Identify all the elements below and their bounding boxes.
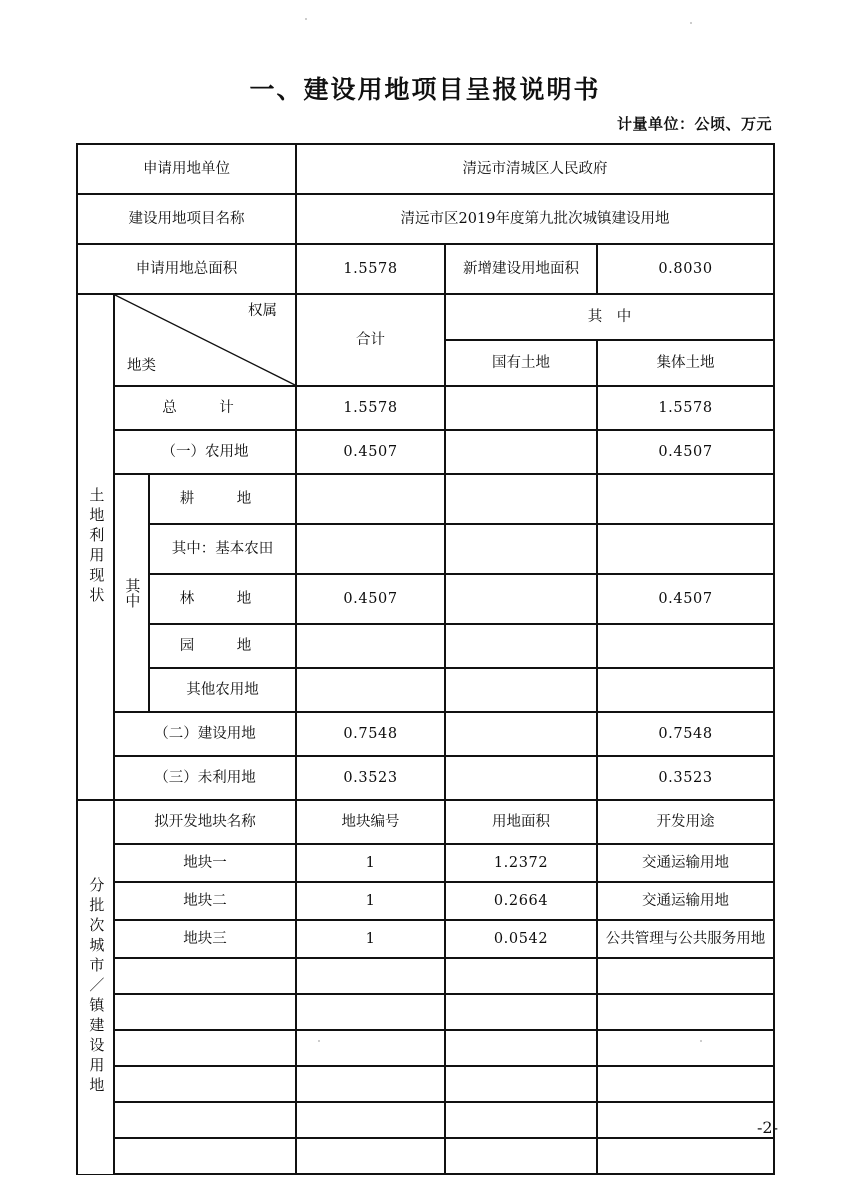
parcel-area (445, 994, 597, 1030)
parcel-name (114, 1138, 296, 1174)
landuse-row-total: 0.4507 (296, 430, 445, 474)
landuse-row-state (445, 574, 597, 624)
measure-unit-note: 计量单位：公顷、万元 (616, 115, 772, 133)
table-row-landuse-1 (77, 430, 774, 474)
parcel-name: 地块二 (114, 882, 296, 920)
total-area-value: 1.5578 (296, 244, 445, 294)
parcel-use (597, 1138, 774, 1174)
col-header-group: 其 中 (445, 294, 774, 340)
table-row-landuse-3 (77, 524, 774, 574)
landuse-row-state (445, 474, 597, 524)
landuse-row-label: （一）农用地 (114, 430, 296, 474)
table-row-parcels-header (77, 800, 774, 844)
landuse-row-total: 1.5578 (296, 386, 445, 430)
table-row-landuse-2 (77, 474, 774, 524)
landuse-row-label: 园 地 (149, 624, 296, 668)
parcel-no (296, 1138, 445, 1174)
parcel-no (296, 994, 445, 1030)
table-row-parcel-7 (77, 1102, 774, 1138)
parcel-area (445, 958, 597, 994)
parcel-name (114, 1030, 296, 1066)
parcel-no (296, 1102, 445, 1138)
landuse-sub-label: 其中 (114, 474, 149, 712)
landuse-row-label: 其中：基本农田 (149, 524, 296, 574)
landuse-row-total: 0.3523 (296, 756, 445, 800)
table-row-landuse-0 (77, 386, 774, 430)
table-row-landuse-8 (77, 756, 774, 800)
landuse-row-state (445, 430, 597, 474)
parcels-col-area: 用地面积 (445, 800, 597, 844)
landuse-row-total (296, 668, 445, 712)
table-row-parcel-6 (77, 1066, 774, 1102)
table-row-landuse-6 (77, 668, 774, 712)
landuse-diagonal-header (114, 294, 296, 386)
parcel-use (597, 1066, 774, 1102)
col-header-collective-land: 集体土地 (597, 340, 774, 386)
project-report-table (76, 143, 775, 1175)
parcel-area (445, 1138, 597, 1174)
landuse-row-collective: 1.5578 (597, 386, 774, 430)
landuse-section-label: 土地利用现状 (77, 294, 114, 800)
parcel-no: 1 (296, 882, 445, 920)
parcel-use: 交通运输用地 (597, 882, 774, 920)
parcels-col-no: 地块编号 (296, 800, 445, 844)
parcel-use (597, 1030, 774, 1066)
parcel-use: 公共管理与公共服务用地 (597, 920, 774, 958)
table-row-applicant (77, 144, 774, 194)
table-row-landuse-5 (77, 624, 774, 668)
landuse-row-label: 林 地 (149, 574, 296, 624)
applicant-label: 申请用地单位 (77, 144, 296, 194)
landuse-row-state (445, 712, 597, 756)
landuse-row-collective (597, 668, 774, 712)
landuse-row-collective (597, 524, 774, 574)
parcels-col-name: 拟开发地块名称 (114, 800, 296, 844)
col-header-total: 合计 (296, 294, 445, 386)
parcel-area: 0.2664 (445, 882, 597, 920)
landuse-row-label: 其他农用地 (149, 668, 296, 712)
parcel-use: 交通运输用地 (597, 844, 774, 882)
parcel-no: 1 (296, 844, 445, 882)
table-row-parcel-5 (77, 1030, 774, 1066)
table-row-landuse-7 (77, 712, 774, 756)
landuse-row-state (445, 386, 597, 430)
parcel-area (445, 1030, 597, 1066)
table-row-landuse-header-1 (77, 294, 774, 340)
parcels-col-use: 开发用途 (597, 800, 774, 844)
parcel-name (114, 994, 296, 1030)
total-area-label: 申请用地总面积 (77, 244, 296, 294)
landuse-row-total (296, 624, 445, 668)
table-row-parcel-1 (77, 882, 774, 920)
parcel-name (114, 1102, 296, 1138)
parcel-use (597, 958, 774, 994)
parcel-name: 地块三 (114, 920, 296, 958)
landuse-row-collective (597, 624, 774, 668)
table-row-parcel-2 (77, 920, 774, 958)
parcel-area: 0.0542 (445, 920, 597, 958)
table-row-project-name (77, 194, 774, 244)
parcel-area: 1.2372 (445, 844, 597, 882)
parcel-name (114, 958, 296, 994)
parcel-area (445, 1066, 597, 1102)
landuse-row-collective (597, 474, 774, 524)
col-header-state-land: 国有土地 (445, 340, 597, 386)
new-area-value: 0.8030 (597, 244, 774, 294)
table-row-parcel-4 (77, 994, 774, 1030)
table-row-parcel-0 (77, 844, 774, 882)
parcel-no: 1 (296, 920, 445, 958)
project-value: 清远市区2019年度第九批次城镇建设用地 (296, 194, 774, 244)
landuse-row-total: 0.4507 (296, 574, 445, 624)
landuse-ownership-label: 权属 (248, 303, 277, 319)
table-row-landuse-4 (77, 574, 774, 624)
page-title: 一、建设用地项目呈报说明书 (249, 75, 601, 104)
parcel-name: 地块一 (114, 844, 296, 882)
landuse-row-label: （二）建设用地 (114, 712, 296, 756)
landuse-row-total (296, 524, 445, 574)
landuse-row-collective: 0.4507 (597, 574, 774, 624)
landuse-row-label: 耕 地 (149, 474, 296, 524)
parcel-area (445, 1102, 597, 1138)
landuse-row-total (296, 474, 445, 524)
landuse-row-collective: 0.3523 (597, 756, 774, 800)
table-row-areas (77, 244, 774, 294)
parcel-use (597, 1102, 774, 1138)
parcel-no (296, 1066, 445, 1102)
page-number: -2- (757, 1118, 778, 1137)
landuse-row-label: 总 计 (114, 386, 296, 430)
table-row-parcel-3 (77, 958, 774, 994)
parcels-section-label: 分批次城市／镇建设用地 (77, 800, 114, 1174)
applicant-value: 清远市清城区人民政府 (296, 144, 774, 194)
landuse-row-collective: 0.7548 (597, 712, 774, 756)
landuse-row-state (445, 624, 597, 668)
landuse-row-state (445, 668, 597, 712)
parcel-use (597, 994, 774, 1030)
landuse-row-collective: 0.4507 (597, 430, 774, 474)
parcel-name (114, 1066, 296, 1102)
parcel-no (296, 958, 445, 994)
landuse-type-label: 地类 (127, 357, 156, 374)
parcel-no (296, 1030, 445, 1066)
project-label: 建设用地项目名称 (77, 194, 296, 244)
landuse-row-state (445, 756, 597, 800)
landuse-row-total: 0.7548 (296, 712, 445, 756)
landuse-row-state (445, 524, 597, 574)
table-row-parcel-8 (77, 1138, 774, 1174)
landuse-row-label: （三）未利用地 (114, 756, 296, 800)
main-table-wrapper (76, 143, 773, 1175)
new-area-label: 新增建设用地面积 (445, 244, 597, 294)
